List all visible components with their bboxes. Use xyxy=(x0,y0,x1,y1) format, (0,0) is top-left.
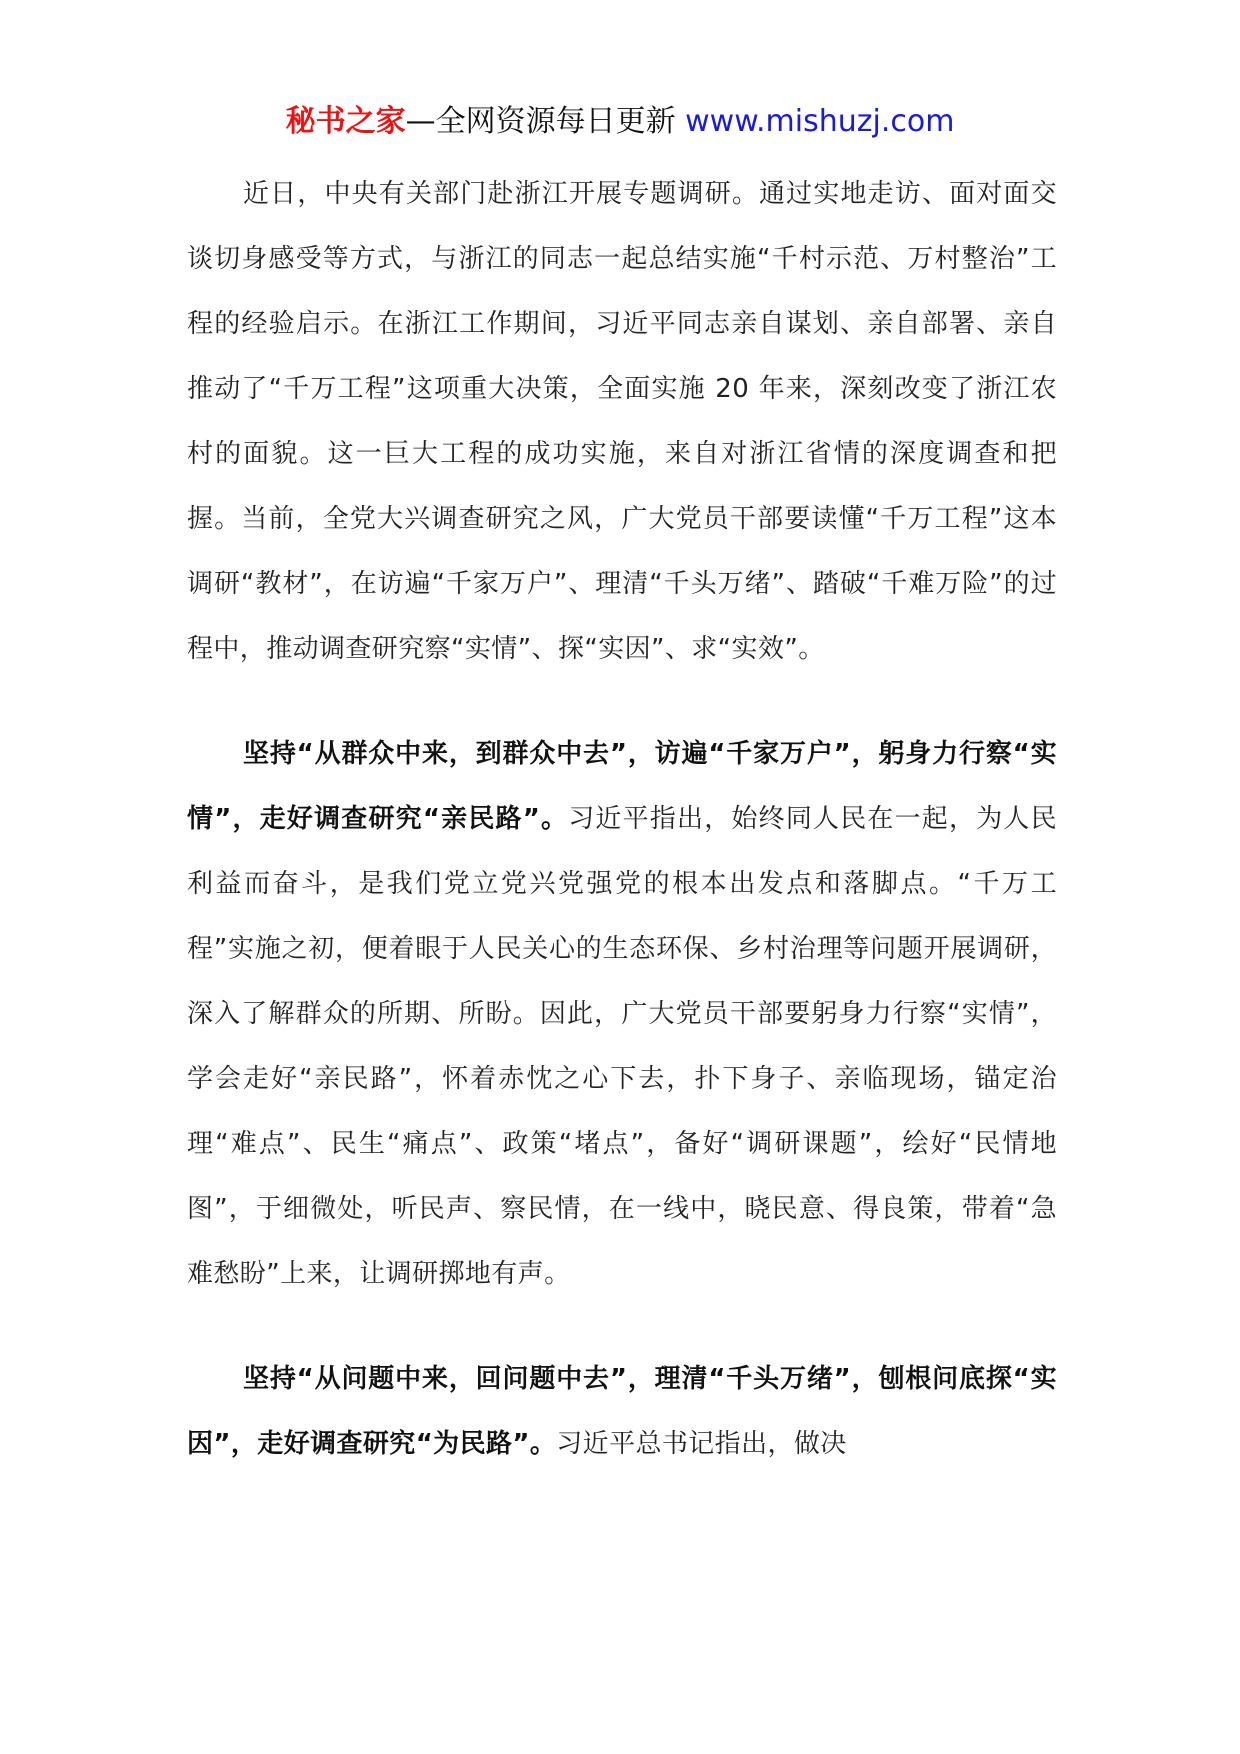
header-brand: 秘书之家 xyxy=(285,104,406,139)
page-header xyxy=(0,100,1240,144)
paragraph-point-2 xyxy=(187,1347,1057,1477)
paragraph-spacer xyxy=(187,1307,1057,1347)
paragraph-intro xyxy=(187,162,1057,682)
header-url-link[interactable]: www.mishuzj.com xyxy=(685,104,955,139)
article-body xyxy=(187,162,1057,1477)
paragraph-lead: 坚持“从问题中来，回问题中去”，理清“千头万绪”，刨根问底探“实因”，走好调查研究“为民路”。 xyxy=(187,1364,1057,1459)
paragraph-spacer xyxy=(187,682,1057,722)
header-tagline: —全网资源每日更新 xyxy=(405,104,686,139)
paragraph-point-1 xyxy=(187,722,1057,1307)
paragraph-text: 习近平总书记指出，做决 xyxy=(556,1429,847,1459)
paragraph-text: 近日，中央有关部门赴浙江开展专题调研。通过实地走访、面对面交谈切身感受等方式，与浙江的同志一起总结实施“千村示范、万村整治”工程的经验启示。在浙江工作期间，习近平同志亲自谋划、亲自部署、亲自推动了“千万工程”这项重大决策，全面实施 20 年来，深刻改变了浙江农村的面貌。这一巨大工程的成功实施，来自对浙江省情的深度调查和把握。当前，全党大兴调查研究之风，广大党员干部要读懂“千万工程”这本调研“教材”，在访遍“千家万户”、理清“千头万绪”、踏破“千难万险”的过程中，推动调查研究察“实情”、探“实因”、求“实效”。 xyxy=(187,179,1057,664)
paragraph-text: 习近平指出，始终同人民在一起，为人民利益而奋斗，是我们党立党兴党强党的根本出发点和落脚点。“千万工程”实施之初，便着眼于人民关心的生态环保、乡村治理等问题开展调研，深入了解群众的所期、所盼。因此，广大党员干部要躬身力行察“实情”，学会走好“亲民路”，怀着赤忱之心下去，扑下身子、亲临现场，锚定治理“难点”、民生“痛点”、政策“堵点”，备好“调研课题”，绘好“民情地图”，于细微处，听民声、察民情，在一线中，晓民意、得良策，带着“急难愁盼”上来，让调研掷地有声。 xyxy=(187,804,1057,1289)
paragraph-lead: 坚持“从群众中来，到群众中去”，访遍“千家万户”，躬身力行察“实情”，走好调查研究“亲民路”。 xyxy=(187,739,1057,834)
